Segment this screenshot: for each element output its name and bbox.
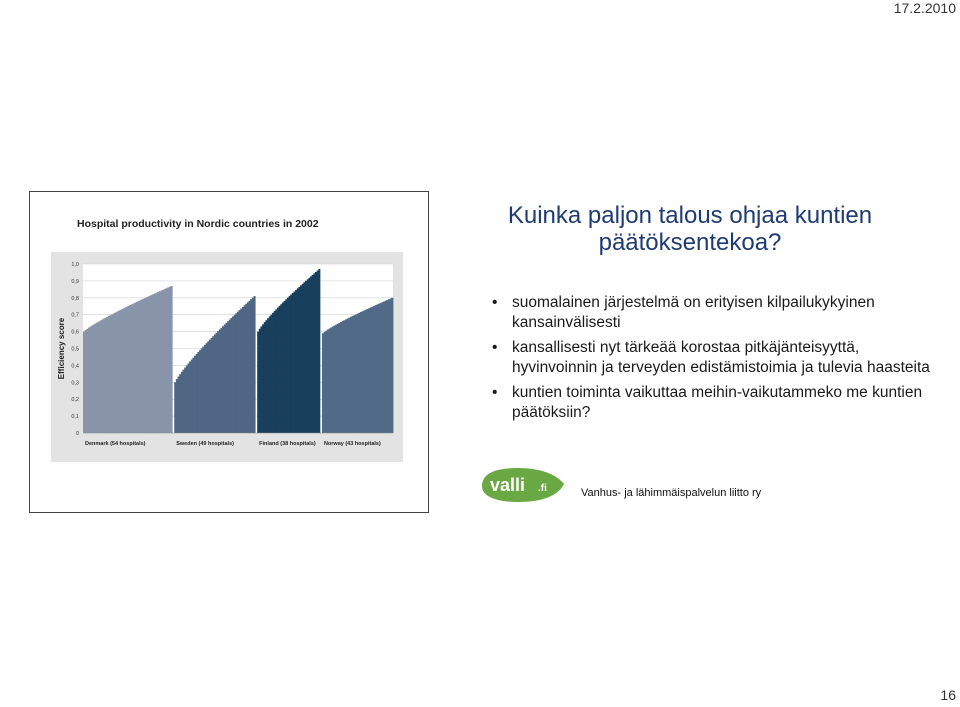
category-label: Sweden (49 hospitals) xyxy=(176,441,234,447)
y-tick-label: 0,8 xyxy=(71,295,79,302)
bullet-list xyxy=(492,293,932,428)
bullet-text: suomalainen järjestelmä on erityisen kilpailukykyinen kansainvälisesti xyxy=(512,294,875,331)
slide-heading: Kuinka paljon talous ohjaa kuntien päätöksentekoa? xyxy=(507,202,873,256)
valli-logo-word: valli xyxy=(490,475,526,495)
y-tick-label: 0,6 xyxy=(71,329,79,336)
y-tick-label: 0,2 xyxy=(71,397,79,404)
bullet-text: kuntien toiminta vaikuttaa meihin-vaikutammeko me kuntien päätöksiin? xyxy=(512,384,923,421)
bar-2-49 xyxy=(254,296,256,433)
bullet-item xyxy=(492,338,932,377)
y-tick-label: 1,0 xyxy=(71,262,79,268)
y-tick-label: 0,7 xyxy=(71,312,79,319)
bar-1-54 xyxy=(171,286,173,433)
y-tick-label: 0,3 xyxy=(71,380,79,387)
category-label: Finland (38 hospitals) xyxy=(259,441,316,447)
slide-number: 16 xyxy=(940,687,956,703)
bullet-item xyxy=(492,293,932,332)
slide-date: 17.2.2010 xyxy=(893,0,956,16)
bar-4-43 xyxy=(391,298,393,433)
y-tick-label: 0,9 xyxy=(71,278,79,285)
chart-title: Hospital productivity in Nordic countries in 2002 xyxy=(77,218,319,230)
category-label: Norway (43 hospitals) xyxy=(323,441,381,447)
y-tick-label: 0,5 xyxy=(71,346,79,353)
organization-name: Vanhus- ja lähimmäispalvelun liitto ry xyxy=(581,487,762,499)
y-tick-label: 0 xyxy=(75,431,79,437)
chart-panel xyxy=(29,191,429,513)
bullet-text: kansallisesti nyt tärkeää korostaa pitkäjänteisyyttä, hyvinvoinnin ja terveyden edistämistoimia ja tulevia haasteita xyxy=(512,339,930,376)
bullet-glyph: • xyxy=(492,294,498,311)
productivity-bar-chart xyxy=(51,252,403,462)
valli-logo-suffix: .fi xyxy=(538,483,547,494)
y-tick-label: 0,1 xyxy=(71,414,79,421)
bullet-item xyxy=(492,383,932,422)
bar-3-38 xyxy=(318,269,320,433)
bullet-glyph: • xyxy=(492,384,498,401)
bullet-glyph: • xyxy=(492,339,498,356)
y-axis-label: Efficiency score xyxy=(57,317,66,380)
y-tick-label: 0,4 xyxy=(71,363,79,370)
valli-logo xyxy=(478,466,570,506)
category-label: Denmark (54 hospitals) xyxy=(85,441,146,447)
